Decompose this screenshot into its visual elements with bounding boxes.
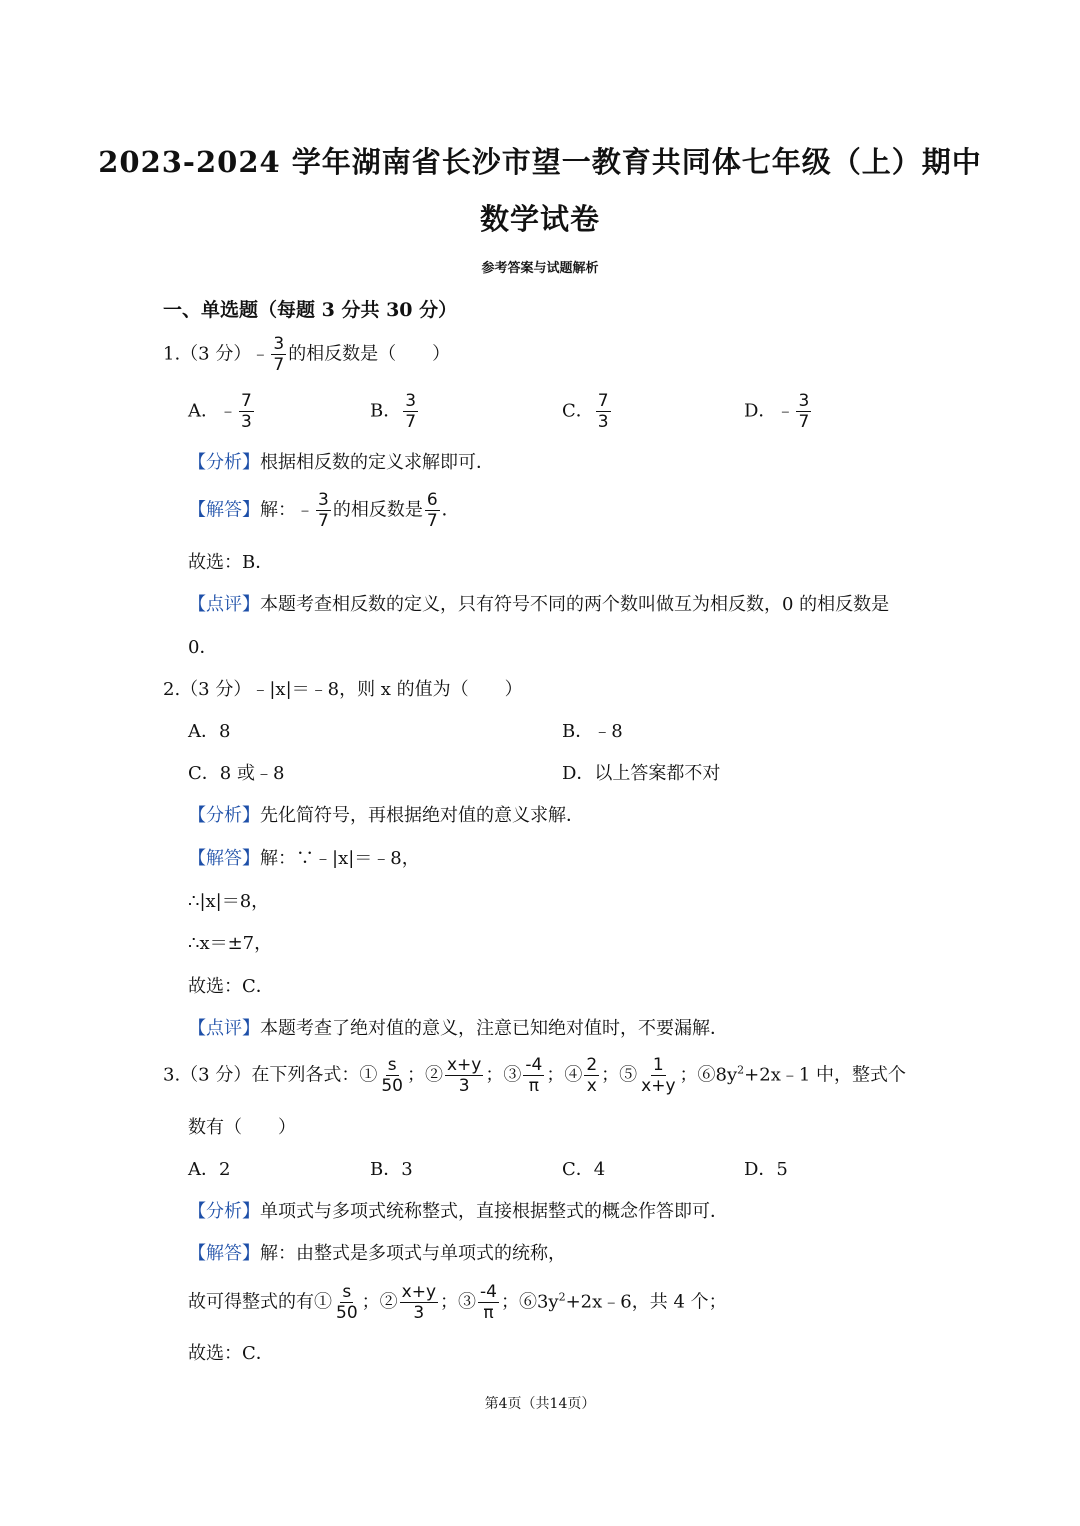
q2-option-a: A．8: [188, 721, 231, 742]
q3-analysis: 【分析】单项式与多项式统称整式，直接根据整式的概念作答即可．: [188, 1201, 728, 1222]
q1-analysis: 【分析】根据相反数的定义求解即可．: [188, 452, 494, 473]
q3-option-b: B．3: [370, 1159, 413, 1180]
q1-option-a: A．﹣ $\frac{7}{3}$: [188, 391, 252, 432]
q2-stem: 2.（3 分）﹣|x|＝﹣8，则 x 的值为（ ）: [163, 679, 523, 700]
doc-title-line1: 2023-2024 学年湖南省长沙市望一教育共同体七年级（上）期中: [98, 145, 982, 179]
q3-stem-cont: 数有（ ）: [188, 1117, 296, 1138]
q2-option-b: B．﹣8: [562, 721, 623, 742]
q2-step1: ∴|x|＝8，: [188, 891, 270, 912]
q1-comment-cont: 0．: [188, 637, 218, 658]
q2-comment: 【点评】本题考查了绝对值的意义，注意已知绝对值时，不要漏解．: [188, 1018, 728, 1039]
q3-option-d: D．5: [744, 1159, 788, 1180]
q1-stem-fraction: $\frac{3}{7}$: [273, 334, 285, 375]
q3-stem: 3.（3 分）在下列各式：① $\frac{s}{50}$ ；② $\frac{x+y}{3}$ ；③ $\frac{-4}{\pi}$ ；④ $\frac{2}{x}$ ；⑤ $\frac{1}{x+y}$ ；$⑥8y^2+2x﹣1$ 中，整式个: [163, 1055, 907, 1096]
q1-comment: 【点评】本题考查相反数的定义，只有符号不同的两个数叫做互为相反数，0 的相反数是: [188, 594, 890, 615]
doc-title-line2: 数学试卷: [479, 202, 600, 236]
page-footer: 第4页（共14页）: [484, 1396, 596, 1412]
q3-choice: 故选：C．: [188, 1343, 274, 1364]
q1-stem: 1.（3 分）﹣ $\frac{3}{7}$ 的相反数是（ ）: [163, 334, 451, 375]
q1-choice: 故选：B．: [188, 552, 274, 573]
q1-option-d: D．﹣ $\frac{3}{7}$: [744, 391, 810, 432]
q1-option-b: B． $\frac{3}{7}$: [370, 391, 417, 432]
q3-option-a: A．2: [188, 1159, 231, 1180]
q1-answer: 【解答】解：﹣ $\frac{3}{7}$ 的相反数是 $\frac{6}{7}$ ．: [188, 490, 460, 531]
q2-analysis: 【分析】先化简符号，再根据绝对值的意义求解．: [188, 805, 584, 826]
q2-option-d: D．以上答案都不对: [562, 763, 721, 784]
q2-choice: 故选：C．: [188, 976, 274, 997]
q1-option-c: C． $\frac{7}{3}$: [562, 391, 609, 432]
doc-subtitle: 参考答案与试题解析: [481, 261, 599, 276]
q3-option-c: C．4: [562, 1159, 606, 1180]
q2-option-c: C．8 或﹣8: [188, 763, 285, 784]
section-heading: 一、单选题（每题 3 分共 30 分）: [163, 299, 458, 321]
q2-answer: 【解答】解：∵﹣|x|＝﹣8，: [188, 848, 420, 869]
q2-step2: ∴x＝±7，: [188, 933, 273, 954]
q3-result: 故可得整式的有① $\frac{s}{50}$ ；② $\frac{x+y}{3}$ ；③ $\frac{-4}{\pi}$ ；$⑥3y^2+2x﹣6$，共 4 个；: [188, 1282, 727, 1323]
q3-answer: 【解答】解：由整式是多项式与单项式的统称，: [188, 1243, 566, 1264]
